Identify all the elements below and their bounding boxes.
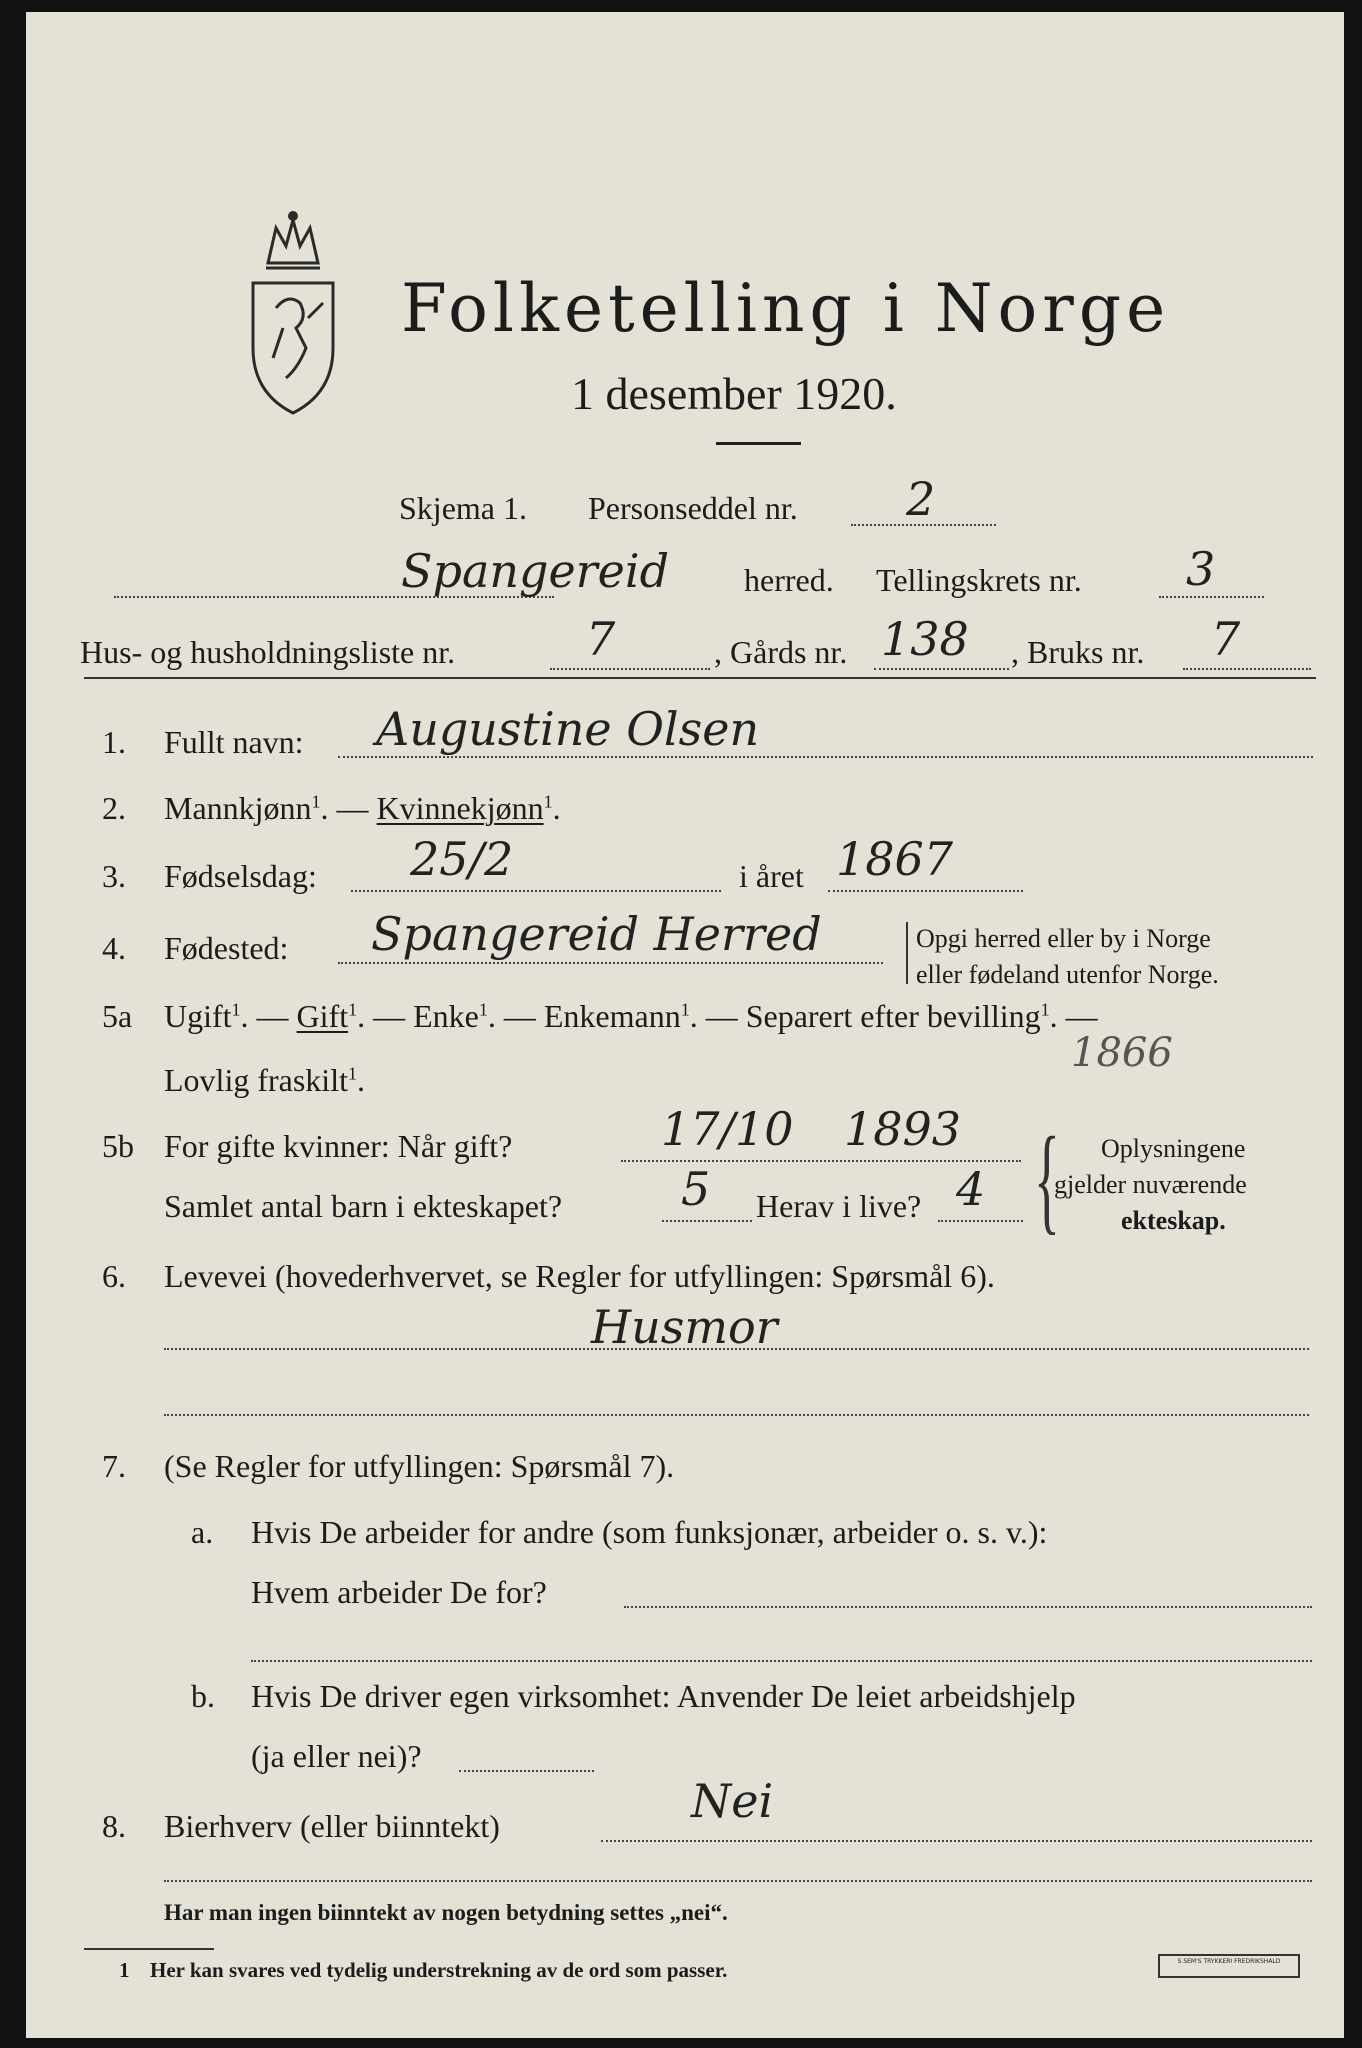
coat-of-arms-icon: [238, 208, 348, 418]
q3-label: Fødselsdag:: [164, 858, 317, 894]
q3-year: 1867: [836, 832, 954, 886]
printer-mark: [1158, 1954, 1300, 1978]
hus-nr: 7: [586, 612, 616, 666]
q4-line: [338, 962, 883, 964]
q1-label: Fullt navn:: [164, 724, 304, 760]
q6-line1: [164, 1348, 1309, 1350]
q3-day: 25/2: [410, 832, 514, 886]
q2-number: 2.: [102, 790, 126, 826]
q5b-live-line: [938, 1220, 1023, 1222]
herred-label: herred.: [744, 562, 834, 598]
q5b-barn-line: [662, 1220, 752, 1222]
q5a-options: Ugift$^1$. — Gift$^1$. — Enke$^1$. — Enkemann$^1$. — Separert efter bevilling$^1$. —: [164, 998, 1098, 1034]
q2-dash: . —: [320, 790, 369, 826]
herred-value: Spangereid: [401, 544, 670, 598]
tellingskrets-line: [1159, 596, 1264, 598]
hus-label: Hus- og husholdningsliste nr.: [80, 634, 456, 670]
q5a-margin-note: 1866: [1071, 1030, 1173, 1076]
q4-value: Spangereid Herred: [371, 907, 822, 961]
footnote: Her kan svares ved tydelig understrekning av de ord som passer.: [150, 1958, 728, 1982]
q5b-number: 5b: [102, 1128, 134, 1164]
q7b-number: b.: [191, 1678, 215, 1714]
census-date: 1 desember 1920.: [571, 368, 897, 419]
q1-line: [338, 756, 1313, 758]
q5b-note3: ekteskap.: [1121, 1206, 1226, 1235]
q5b-brace: {: [1034, 1112, 1060, 1245]
q3-day-line: [351, 890, 721, 892]
q3-year-label: i året: [739, 858, 804, 894]
gards-label: , Gårds nr.: [714, 634, 848, 670]
q7a-number: a.: [191, 1514, 214, 1550]
q5b-barn: 5: [681, 1162, 711, 1216]
q8-number: 8.: [102, 1808, 126, 1844]
q2-kvinne-selected: Kvinnekjønn: [376, 790, 544, 826]
q3-year-line: [828, 890, 1023, 892]
personseddel-nr: 2: [906, 472, 936, 526]
q8-value: Nei: [691, 1774, 774, 1828]
q1-number: 1.: [102, 724, 126, 760]
q4-number: 4.: [102, 930, 126, 966]
q1-value: Augustine Olsen: [376, 702, 760, 756]
q5b-live-label: Herav i live?: [756, 1188, 922, 1224]
q5b-barn-label: Samlet antal barn i ekteskapet?: [164, 1188, 563, 1224]
printer-name: S.SEM'S TRYKKERI FREDRIKSHALD: [1177, 1958, 1281, 1965]
q6-label: Levevei (hovederhvervet, se Regler for utfyllingen: Spørsmål 6).: [164, 1258, 995, 1294]
gards-line: [874, 668, 1009, 670]
q7a-text: Hvis De arbeider for andre (som funksjonær, arbeider o. s. v.):: [251, 1514, 1048, 1550]
q6-number: 6.: [102, 1258, 126, 1294]
q4-label: Fødested:: [164, 930, 289, 966]
q3-number: 3.: [102, 858, 126, 894]
gards-nr: 138: [881, 612, 969, 666]
tellingskrets-nr: 3: [1186, 542, 1216, 596]
q5b-year: 1893: [844, 1102, 962, 1156]
q5a-lovlig: Lovlig fraskilt$^1$.: [164, 1062, 365, 1098]
q8-line2: [164, 1880, 1312, 1882]
q7b-line: [459, 1770, 594, 1772]
q4-note-line2: eller fødeland utenfor Norge.: [916, 960, 1219, 989]
q7a-line1: [624, 1606, 1312, 1608]
q5b-note2: gjelder nuværende: [1054, 1170, 1247, 1199]
footer-divider: [84, 1948, 214, 1950]
bruks-nr: 7: [1211, 612, 1241, 666]
q2-mann: Mannkjønn: [164, 790, 312, 826]
q6-line2: [164, 1414, 1309, 1416]
q7b-text: Hvis De driver egen virksomhet: Anvender De leiet arbeidshjelp: [251, 1678, 1076, 1714]
q5a-number: 5a: [102, 998, 133, 1034]
q7b-question: (ja eller nei)?: [251, 1738, 422, 1774]
q8-line: [601, 1840, 1312, 1842]
bruks-label: , Bruks nr.: [1011, 634, 1145, 670]
q5b-date: 17/10: [661, 1102, 794, 1156]
personseddel-label: Personseddel nr.: [588, 490, 798, 526]
q5b-note1: Oplysningene: [1101, 1134, 1246, 1163]
q7-label: (Se Regler for utfyllingen: Spørsmål 7).: [164, 1448, 675, 1484]
q7a-line2: [251, 1660, 1312, 1662]
q8-label: Bierhverv (eller biinntekt): [164, 1808, 500, 1844]
q7-number: 7.: [102, 1448, 126, 1484]
footer-note: Har man ingen biinntekt av nogen betydning settes „nei“.: [164, 1900, 728, 1925]
q6-value: Husmor: [591, 1300, 778, 1354]
header-divider: [84, 677, 1316, 679]
tellingskrets-label: Tellingskrets nr.: [876, 562, 1082, 598]
q5b-live: 4: [956, 1162, 986, 1216]
q5b-label: For gifte kvinner: Når gift?: [164, 1128, 513, 1164]
bruks-line: [1183, 668, 1311, 670]
title-divider: [716, 442, 801, 445]
form-title: Folketelling i Norge: [401, 270, 1171, 347]
skjema-label: Skjema 1.: [399, 490, 527, 526]
footnote-mark: 1: [119, 1958, 130, 1982]
census-form: [26, 12, 1344, 2038]
q2-options: Mannkjønn$^1$. — Kvinnekjønn$^1$.: [164, 790, 561, 826]
q4-note-bar: [906, 922, 908, 984]
q4-note-line1: Opgi herred eller by i Norge: [916, 924, 1211, 953]
hus-line: [550, 668, 710, 670]
q5a-gift-selected: Gift: [296, 998, 349, 1034]
q7a-question: Hvem arbeider De for?: [251, 1574, 547, 1610]
